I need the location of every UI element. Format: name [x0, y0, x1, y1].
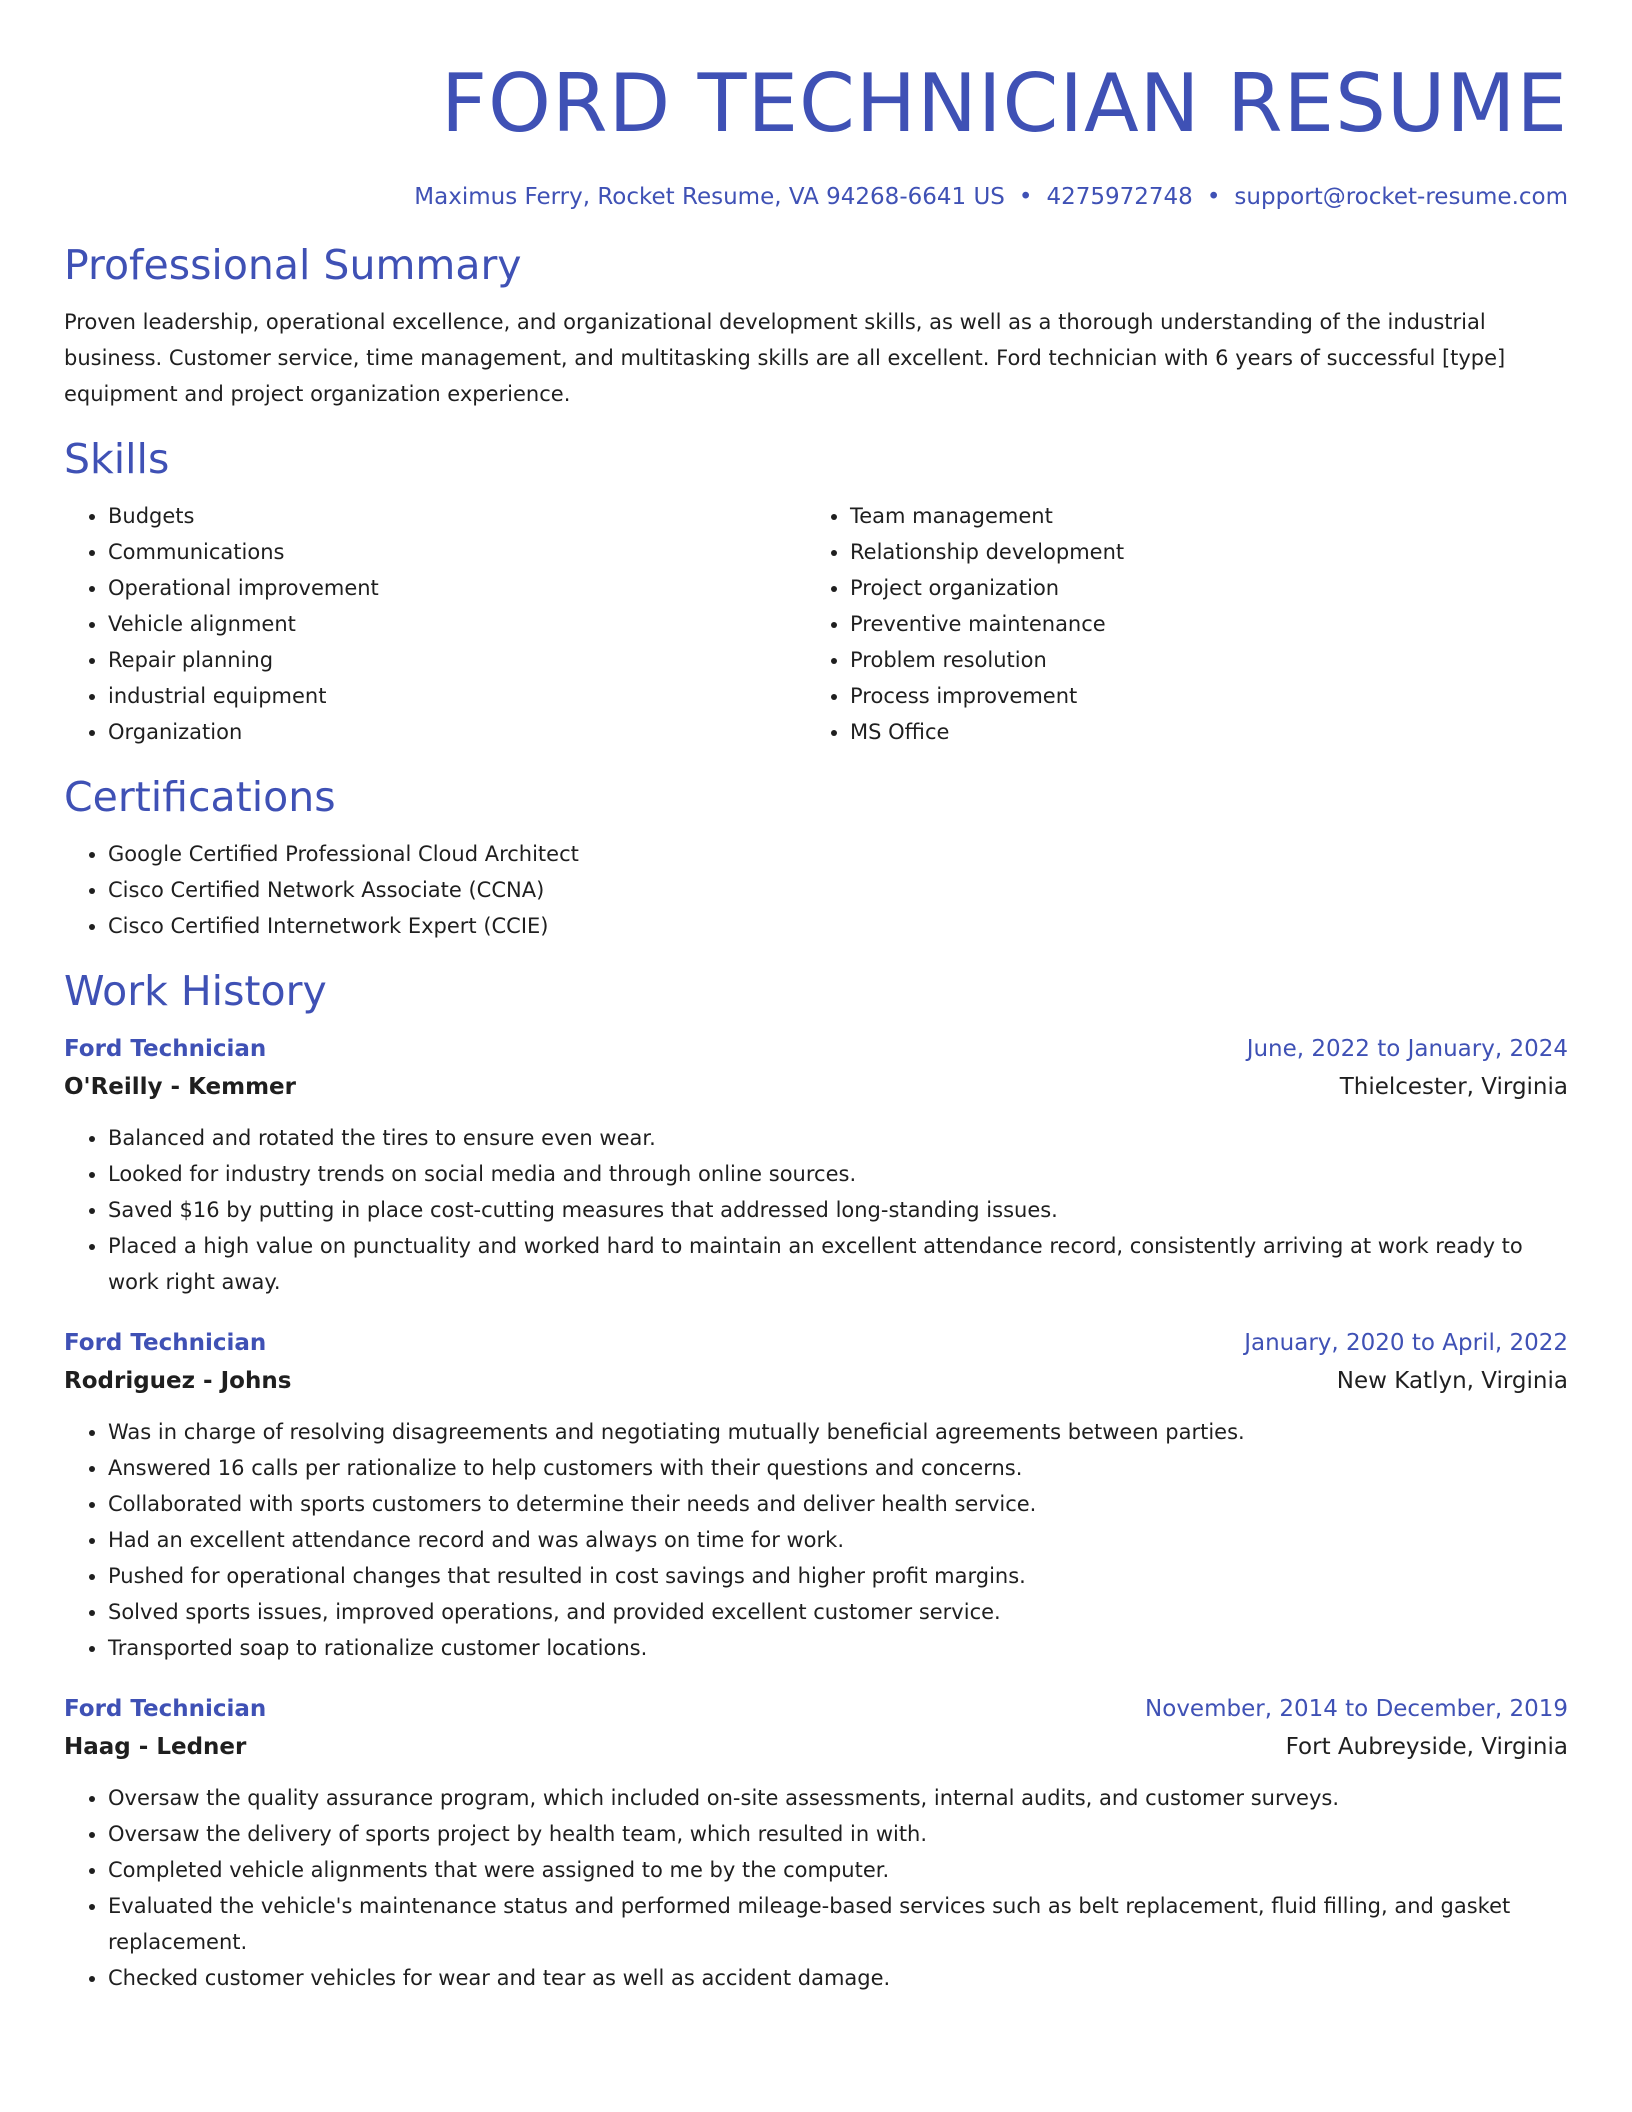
skill-item: • Operational improvement — [108, 570, 806, 606]
job-bullet: • Looked for industry trends on social media and through online sources. — [108, 1156, 1568, 1192]
certifications-heading: Certifications — [64, 773, 336, 821]
job-bullet: • Oversaw the delivery of sports project by health team, which resulted in with. — [108, 1816, 1568, 1852]
skill-item: • Problem resolution — [850, 642, 1548, 678]
job-bullet: • Balanced and rotated the tires to ensure even wear. — [108, 1120, 1568, 1156]
skills-grid — [64, 498, 1568, 750]
job-bullet: • Had an excellent attendance record and was always on time for work. — [108, 1522, 1568, 1558]
job-entry — [64, 1690, 1568, 1996]
skill-item: • Process improvement — [850, 678, 1548, 714]
job-entry — [64, 1324, 1568, 1666]
job-subheader-row — [64, 1728, 1568, 1766]
contact-line — [64, 182, 1568, 212]
job-bullet: • Was in charge of resolving disagreements and negotiating mutually beneficial agreements between parties. — [108, 1414, 1568, 1450]
job-subheader-row — [64, 1362, 1568, 1400]
skill-item: • Repair planning — [108, 642, 806, 678]
skill-item: • MS Office — [850, 714, 1548, 750]
skill-item: • Vehicle alignment — [108, 606, 806, 642]
contact-email[interactable]: support@rocket-resume.com — [1234, 184, 1568, 210]
contact-phone: 4275972748 — [1046, 184, 1193, 210]
summary-heading: Professional Summary — [64, 241, 522, 289]
job-bullet: • Collaborated with sports customers to determine their needs and deliver health service. — [108, 1486, 1568, 1522]
job-bullet: • Completed vehicle alignments that were assigned to me by the computer. — [108, 1852, 1568, 1888]
job-dates: June, 2022 to January, 2024 — [1246, 1036, 1568, 1062]
certification-item: • Cisco Certified Internetwork Expert (CCIE) — [108, 908, 1568, 944]
skill-item: • Team management — [850, 498, 1548, 534]
job-location: Thielcester, Virginia — [1339, 1074, 1568, 1100]
job-location: New Katlyn, Virginia — [1336, 1368, 1568, 1394]
job-title: Ford Technician — [64, 1036, 267, 1062]
certification-item: • Google Certified Professional Cloud Architect — [108, 836, 1568, 872]
work-history-heading: Work History — [64, 967, 327, 1015]
certifications-list — [64, 836, 1568, 944]
job-bullet: • Solved sports issues, improved operations, and provided excellent customer service. — [108, 1594, 1568, 1630]
skill-item: • Project organization — [850, 570, 1548, 606]
skill-item: • Budgets — [108, 498, 806, 534]
skills-list-right — [806, 498, 1548, 750]
skill-item: • Communications — [108, 534, 806, 570]
job-bullet: • Placed a high value on punctuality and worked hard to maintain an excellent attendance record, consistently arriving at work ready to work right away. — [108, 1228, 1568, 1300]
contact-address: Maximus Ferry, Rocket Resume, VA 94268-6641 US — [414, 184, 1005, 210]
job-company: Haag - Ledner — [64, 1734, 247, 1760]
job-header-row — [64, 1690, 1568, 1728]
job-location: Fort Aubreyside, Virginia — [1285, 1734, 1568, 1760]
skill-item: • Preventive maintenance — [850, 606, 1548, 642]
job-title: Ford Technician — [64, 1330, 267, 1356]
job-bullet: • Evaluated the vehicle's maintenance status and performed mileage-based services such as belt replacement, fluid filling, and gasket replacement. — [108, 1888, 1568, 1960]
contact-separator: • — [1206, 184, 1221, 210]
job-title: Ford Technician — [64, 1696, 267, 1722]
job-bullets — [64, 1780, 1568, 1996]
job-company: O'Reilly - Kemmer — [64, 1074, 296, 1100]
certification-item: • Cisco Certified Network Associate (CCNA) — [108, 872, 1568, 908]
skills-heading: Skills — [64, 435, 170, 483]
resume-title: FORD TECHNICIAN RESUME — [441, 57, 1568, 150]
job-bullets — [64, 1120, 1568, 1300]
job-entry — [64, 1030, 1568, 1300]
skills-list-left — [64, 498, 806, 750]
skill-item: • Relationship development — [850, 534, 1548, 570]
job-bullet: • Saved $16 by putting in place cost-cutting measures that addressed long-standing issues. — [108, 1192, 1568, 1228]
skills-column-right — [806, 498, 1548, 750]
job-bullets — [64, 1414, 1568, 1666]
skill-item: • industrial equipment — [108, 678, 806, 714]
job-company: Rodriguez - Johns — [64, 1368, 292, 1394]
job-bullet: • Answered 16 calls per rationalize to help customers with their questions and concerns. — [108, 1450, 1568, 1486]
job-dates: November, 2014 to December, 2019 — [1145, 1696, 1568, 1722]
job-bullet: • Pushed for operational changes that resulted in cost savings and higher profit margins. — [108, 1558, 1568, 1594]
job-subheader-row — [64, 1068, 1568, 1106]
job-bullet: • Transported soap to rationalize customer locations. — [108, 1630, 1568, 1666]
summary-text: Proven leadership, operational excellence, and organizational development skills, as well as a thorough understanding of the industrial business. Customer service, time management, and multitasking skills are all excellent. Ford technician with 6 years of successful [type] equipment and project organization experience. — [64, 310, 1506, 406]
skills-column-left — [64, 498, 806, 750]
job-bullet: • Checked customer vehicles for wear and tear as well as accident damage. — [108, 1960, 1568, 1996]
job-dates: January, 2020 to April, 2022 — [1244, 1330, 1568, 1356]
resume-page — [64, 0, 1568, 1996]
contact-separator: • — [1018, 184, 1033, 210]
job-header-row — [64, 1030, 1568, 1068]
skill-item: • Organization — [108, 714, 806, 750]
job-bullet: • Oversaw the quality assurance program, which included on-site assessments, internal audits, and customer surveys. — [108, 1780, 1568, 1816]
job-header-row — [64, 1324, 1568, 1362]
